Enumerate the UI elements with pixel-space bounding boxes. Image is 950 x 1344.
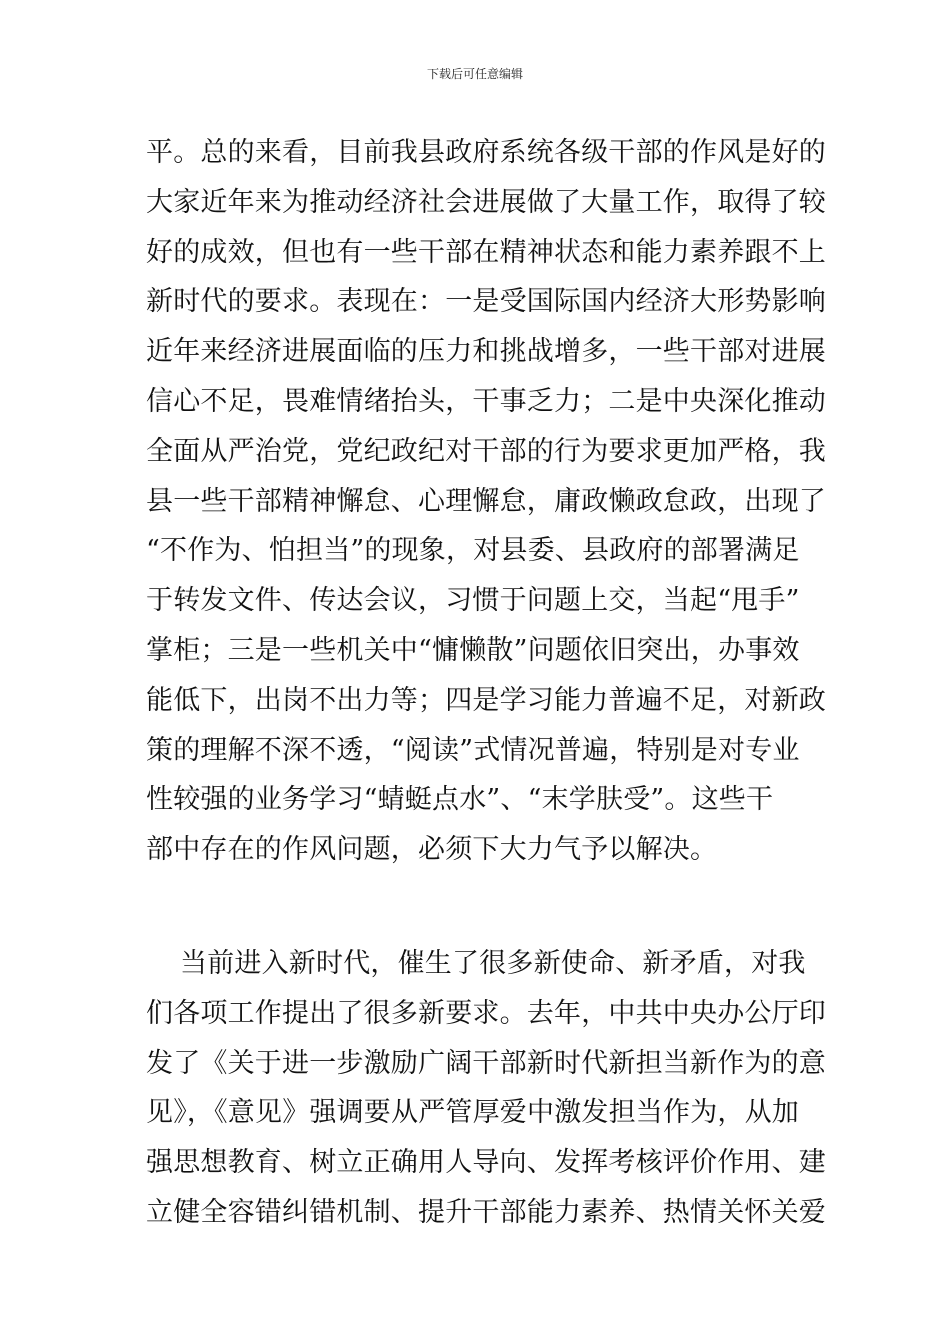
text-line: 平。总的来看，目前我县政府系统各级干部的作风是好的: [146, 137, 826, 168]
text-line: 见》，《意见》强调要从严管厚爱中激发担当作为，从加: [146, 1097, 799, 1129]
text-line: “不作为、怕担当”的现象，对县委、县政府的部署满足: [146, 535, 800, 567]
paragraph-2: [146, 939, 826, 1238]
text-line: 当前进入新时代，催生了很多新使命、新矛盾，对我: [180, 947, 806, 979]
text-line: 信心不足，畏难情绪抬头，干事乏力；二是中央深化推动: [146, 385, 826, 417]
document-body: [146, 128, 826, 1238]
paragraph-1: [146, 128, 826, 875]
text-line: 掌柜；三是一些机关中“慵懒散”问题依旧突出，办事效: [146, 634, 800, 666]
text-line: 立健全容错纠错机制、提升干部能力素养、热情关怀关爱: [146, 1196, 826, 1228]
text-line: 策的理解不深不透，“阅读”式情况普遍，特别是对专业: [146, 734, 800, 766]
text-line: 县一些干部精神懈怠、心理懈怠，庸政懒政怠政，出现了: [146, 485, 826, 517]
header-note: 下载后可任意编辑: [426, 67, 523, 81]
text-line: 性较强的业务学习“蜻蜓点水”、“末学肤受”。这些干: [146, 784, 774, 816]
text-line: 近年来经济进展面临的压力和挑战增多，一些干部对进展: [146, 336, 826, 368]
text-line: 新时代的要求。表现在：一是受国际国内经济大形势影响: [146, 286, 826, 318]
text-line: 们各项工作提出了很多新要求。去年，中共中央办公厅印: [146, 997, 826, 1029]
text-line: 发了《关于进一步激励广阔干部新时代新担当新作为的意: [146, 1047, 826, 1079]
text-line: 全面从严治党，党纪政纪对干部的行为要求更加严格，我: [146, 435, 826, 467]
paragraph-gap: [146, 875, 810, 939]
text-line: 大家近年来为推动经济社会进展做了大量工作，取得了较: [146, 186, 826, 218]
text-line: 能低下，出岗不出力等；四是学习能力普遍不足，对新政: [146, 684, 826, 716]
text-line: 于转发文件、传达会议，习惯于问题上交，当起“甩手”: [146, 585, 800, 617]
text-line: 好的成效，但也有一些干部在精神状态和能力素养跟不上: [146, 236, 826, 268]
text-line: 强思想教育、树立正确用人导向、发挥考核评价作用、建: [146, 1147, 826, 1179]
text-line: 部中存在的作风问题，必须下大力气予以解决。: [146, 834, 718, 866]
